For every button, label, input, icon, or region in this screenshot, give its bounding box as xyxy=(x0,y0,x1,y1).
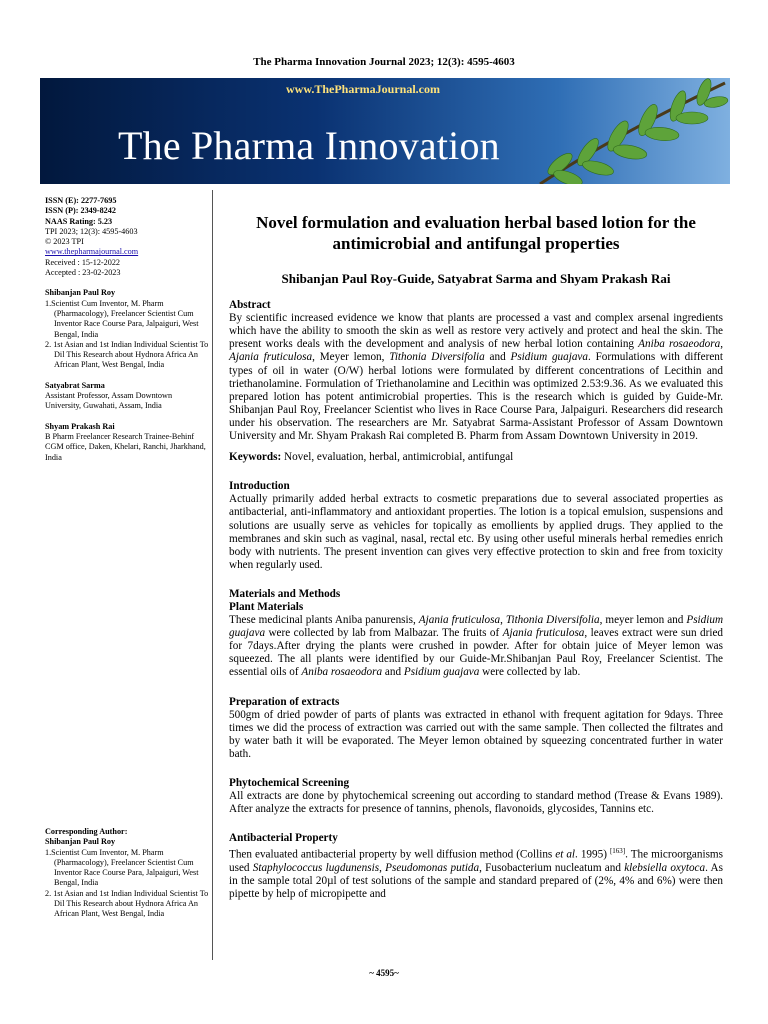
corresponding-affiliation: 1.Scientist Cum Inventor, M. Pharm (Pharmacology), Freelancer Scientist Cum Inventor Race Course Para, Jalpaiguri, West Bengal, India xyxy=(45,847,199,888)
paper-title: Novel formulation and evaluation herbal based lotion for the antimicrobial and antifungal properties xyxy=(256,213,696,253)
author-name: Shibanjan Paul Roy xyxy=(45,288,116,298)
issn-p: ISSN (P): 2349-8242 xyxy=(45,206,116,216)
journal-banner xyxy=(40,78,730,184)
banner-title: The Pharma Innovation xyxy=(118,123,500,168)
article-sidebar xyxy=(45,196,210,463)
extracts-heading: Preparation of extracts xyxy=(229,695,340,708)
article-body xyxy=(229,212,723,901)
copyright: © 2023 TPI xyxy=(45,237,84,247)
author-affiliation: Assistant Professor, Assam Downtown University, Guwahati, Assam, India xyxy=(45,391,173,411)
abstract-heading: Abstract xyxy=(229,299,271,312)
accepted-date: Accepted : 23-02-2023 xyxy=(45,268,121,278)
issn-e: ISSN (E): 2277-7695 xyxy=(45,196,117,205)
paper-authors: Shibanjan Paul Roy-Guide, Satyabrat Sarma and Shyam Prakash Rai xyxy=(281,271,671,286)
tpi-citation: TPI 2023; 12(3): 4595-4603 xyxy=(45,226,138,236)
phytochemical-text: All extracts are done by phytochemical screening out according to standard method (Trease & Evans 1989). After analyze the extracts for presence of tannins, phenols, flavonoids, glycosides, Tannins etc. xyxy=(229,790,723,816)
antibacterial-text: Then evaluated antibacterial property by well diffusion method (Collins et al. 1995) [163]. The microorganisms used Staphylococcus lugdunensis, Pseudomonas putida, Fusobacterium nucleatum and klebsiella oxytoca. As in the sample total 20µl of test solutions of the sample and standard prepared of (2%, 4% and 6%) were then pipette by help of micropipette and xyxy=(229,847,723,901)
methods-heading: Materials and Methods xyxy=(229,587,341,600)
extracts-text: 500gm of dried powder of parts of plants was extracted in ethanol with frequent agitation for 9days. Three times we did the process of extraction was carried out with the same sample. Then collected the filtrates and by water bath it will be evaporated. The Meyer lemon obtained by squeezing concentrated further in water bath. xyxy=(229,708,723,760)
received-date: Received : 15-12-2022 xyxy=(45,257,121,267)
keywords: Keywords: Novel, evaluation, herbal, antimicrobial, antifungal xyxy=(229,451,514,464)
corresponding-name: Shibanjan Paul Roy xyxy=(45,837,116,847)
journal-link[interactable]: www.thepharmajournal.com xyxy=(45,247,139,257)
journal-citation: The Pharma Innovation Journal 2023; 12(3): 4595-4603 xyxy=(253,56,515,68)
corresponding-affiliation: 2. 1st Asian and 1st Indian Individual Scientist To Dil This Research about Hydnora Africa An African Plant, West Bengal, India xyxy=(45,888,209,919)
introduction-text: Actually primarily added herbal extracts to cosmetic preparations due to several associated properties as antibacterial, anti-inflammatory and antioxidant properties. The lotion is a topical emulsion, suspensions and solutions are usually serve as vehicles for topically as emollients by applied drugs. They applied to the membranes and skin such as vaginal, nasal, rectal etc. By using other useful minerals herbal remedies enrich body with nutrients. The present invention can gives very effective protection to skin and free from toxicity when regularly used. xyxy=(229,493,723,571)
author-name: Satyabrat Sarma xyxy=(45,380,105,390)
introduction-heading: Introduction xyxy=(229,480,290,493)
abstract-text: By scientific increased evidence we know that plants are processed a vast and complex arsenal ingredients which have the ability to smooth the skin as well as restore very actively and protect and heal the skin. The present works deals with the development and analysis of new herbal lotion containing Aniba rosaeodora, Ajania fruticulosa, Meyer lemon, Tithonia Diversifolia and Psidium guajava. Formulations with different types of oil in water (O/W) herbal lotions were formulated by different concentrations of Lecithin and triethanolamine. Formulation of Triethanolamine and Lecithin was optimized 2.53:9.36. As we evaluated this prepared lotion has potent antimicrobial properties. This is the research which is guided by Guide-Mr. Shibanjan Paul Roy, Freelancer Scientist who lives in Race Course Para, Jalpaiguri. Researchers did research under his observation. The researchers are Mr. Satyabrat Sarma-Assistant Professor of Assam Downtown University and Mr. Shyam Prakash Rai completed B. Pharm from Assam Downtown University in 2019. xyxy=(229,312,723,443)
author-affiliation: 2. 1st Asian and 1st Indian Individual Scientist To Dil This Research about Hydnora Africa An African Plant, West Bengal, India xyxy=(45,339,209,370)
antibacterial-heading: Antibacterial Property xyxy=(229,832,338,845)
column-divider xyxy=(212,190,213,960)
author-affiliation: 1.Scientist Cum Inventor, M. Pharm (Pharmacology), Freelancer Scientist Cum Inventor Race Course Para, Jalpaiguri, West Bengal, India xyxy=(45,298,199,339)
naas-rating: NAAS Rating: 5.23 xyxy=(45,216,113,226)
corresponding-author xyxy=(45,827,210,920)
author-affiliation: B Pharm Freelancer Research Trainee-Behinf CGM office, Daken, Khelari, Ranchi, Jharkhand, India xyxy=(45,431,206,462)
citation-ref[interactable]: [163] xyxy=(609,847,626,856)
banner-url[interactable]: www.ThePharmaJournal.com xyxy=(286,82,440,96)
phytochemical-heading: Phytochemical Screening xyxy=(229,777,350,789)
plant-materials-heading: Plant Materials xyxy=(229,600,304,613)
leaf-image xyxy=(490,78,730,184)
author-name: Shyam Prakash Rai xyxy=(45,421,115,431)
corresponding-label: Corresponding Author: xyxy=(45,827,128,836)
plant-materials-text: These medicinal plants Aniba panurensis, Ajania fruticulosa, Tithonia Diversifolia, meyer lemon and Psidium guajava were collected by lab from Malbazar. The fruits of Ajania fruticulosa, leaves extract were sun dried for 7days.After drying the plants were crushed in powder. After for obtain juice of Meyer lemon was squeezed. The all plants were identified by our Guide-Mr.Shibanjan Paul Roy, Freelancer Scientist. The essential oils of Aniba rosaeodora and Psidium guajava were collected by lab. xyxy=(229,614,724,679)
page-number: ~ 4595~ xyxy=(369,968,399,978)
